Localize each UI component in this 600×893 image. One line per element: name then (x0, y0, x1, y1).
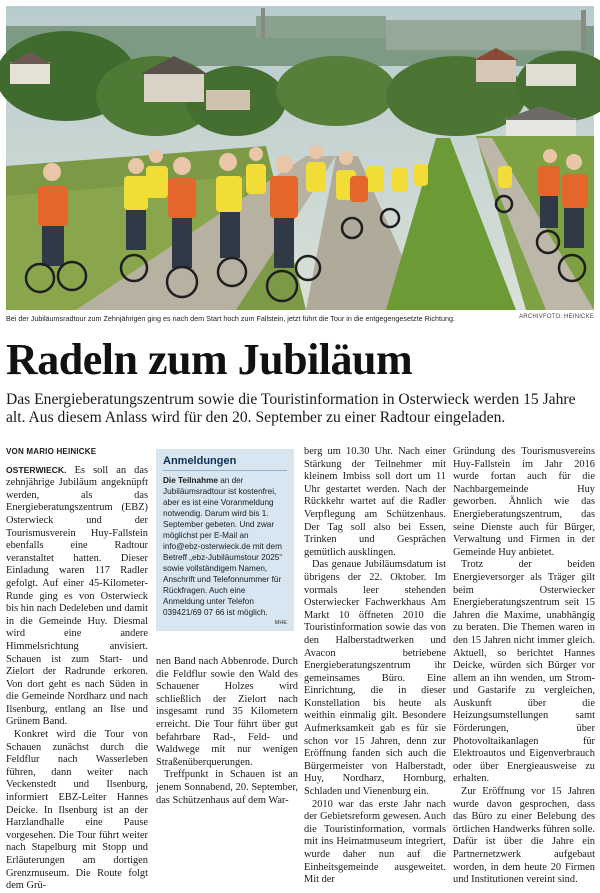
paragraph: Treffpunkt in Schauen ist an jenem Sonnabend, 20. September, das Schützenhaus auf dem War- (156, 769, 298, 806)
caption-text: Bei der Jubiläumsradtour zum Zehnjährigen ging es nach dem Start hoch zum Fallstein, jetzt führt die Tour in die entgegengesetzte Richtung. (6, 314, 455, 323)
info-box-lead: Die Teilnahme (163, 476, 218, 485)
paragraph: 2010 war das erste Jahr nach der Gebietsreform gewesen. Auch die Touristinformation, vormals mit ins Heimatmuseum integriert, wurde daher nun auf die Einheitsgemeinde ausgeweitet. Mit der (304, 798, 446, 886)
byline: VON MARIO HEINICKE (6, 447, 97, 456)
paragraph (6, 464, 148, 729)
paragraph: Das genaue Jubiläumsdatum ist übrigens der 22. Oktober. Im vormals leer stehenden Osterwiecker Fachwerkhaus Am Markt 10 öffneten 2010 die Touristinformation sowie das von den Halberstadtwerken und Avacon betriebene Energieberatungszentrum ihr gemeinsames Büro. Eine Einrichtung, die in dieser Konstellation bis heute als weithin einmalig gilt. Besondere Aufmerksamkeit gab es für sie schon vor 15 Jahren, denn zur Eröffnung fanden sich auch die Bürgermeister von Halberstadt, Huy, Nordharz, Hornburg, Schladen und Vienenburg ein. (304, 559, 446, 798)
deck: Das Energieberatungszentrum sowie die Touristinformation in Osterwieck werden 15 Jahre alt. Aus diesem Anlass wird für den 20. September zu einer Radtour eingeladen. (6, 391, 576, 426)
paragraph-text: Es soll an das zehnjährige Jubiläum angeknüpft werden, als das Energieberatungszentrum (EBZ) Osterwieck und der Tourismusverein Huy-Fallstein ebenfalls eine Radtour veranstaltet hatten. Dieser Einladung waren 117 Radler gefolgt. Auf einer 45-Kilometer-Runde ging es von Osterwieck bis hin nach Dedeleben und damit in die Gemeinde Huy. Diesmal wird eine andere Himmelsrichtung anvisiert. Schauen ist zum Start- und Zielort der Radrunde erkoren. Von dort geht es nach Süden in die Gemeinde Nordharz und nach Ilsenburg, entlang an Ilse und Grünem Band. (6, 464, 148, 728)
column-4 (453, 446, 595, 886)
paragraph: Gründung des Tourismusvereins Huy-Fallstein im Jahr 2016 wurde fortan auch für die Nachbargemeinde Huy geworben. Ähnlich wie das Energieberatungszentrum, das seine Dienste auch für Bürger, Verwaltung und Firmen in der Gemeinde Huy anbietet. (453, 446, 595, 558)
photo-credit: ARCHIVFOTO: HEINICKE (519, 314, 594, 320)
paragraph: nen Band nach Abbenrode. Durch die Feldflur sowie den Wald des Schauener Holzes wird schließlich der Zielort nach insgesamt rund 35 Kilometern erreicht. Die Tour führt über gut befahrbare Rad-, Feld- und Waldwege mit nur wenigen Straßenüberquerungen. (156, 656, 298, 768)
dateline: OSTERWIECK. (6, 464, 67, 475)
paragraph: Zur Eröffnung vor 15 Jahren wurde davon gesprochen, dass das Büro zu einer Belebung des örtlichen Handwerks führen solle. Dafür ist über die Jahre ein Partnernetzwerk aufgebaut worden, in dem heute 20 Firmen und Institutionen vereint sind. (453, 786, 595, 886)
article-photo (6, 6, 594, 310)
column-1 (6, 446, 148, 892)
info-box-signature: MHE (274, 620, 287, 626)
info-box (156, 449, 294, 631)
column-2 (156, 656, 298, 806)
column-3 (304, 446, 446, 886)
paragraph: Konkret wird die Tour von Schauen zunächst durch die Feldflur nach Wasserleben führen, dann weiter nach Veckenstedt und Ilsenburg, informiert EBZ-Leiter Hannes Deicke. In Ilsenburg ist an der Harzlandhalle eine Pause vorgesehen. Die Tour führt weiter nach Stapelburg mit Stopp und Erläuterungen am dortigen Grenzmuseum. Die Route folgt dem Grü- (6, 729, 148, 892)
photo-caption (6, 314, 594, 326)
info-box-divider (163, 470, 287, 471)
cyclists-photo (6, 6, 594, 310)
paragraph: Trotz der beiden Energieversorger als Träger gilt beim Osterwiecker Energieberatungszentrum seit 15 Jahren die Maxime, unabhängig zu beraten. Die Themen waren in den 15 Jahren nicht immer gleich. Aktuell, so berichtet Hannes Deicke, würden sich Bürger vor allem an ihn wenden, um Strom- und Gastarife zu vergleichen, Auskunft über die Heizungsumstellungen samt Förderungen, über Photovoltaikanlagen für Elektroautos und Eigenverbrauch oder über Energieausweise zu erhalten. (453, 559, 595, 785)
info-box-text (163, 475, 287, 618)
info-box-title: Anmeldungen (163, 455, 237, 467)
headline: Radeln zum Jubiläum (6, 335, 413, 384)
paragraph: berg um 10.30 Uhr. Nach einer Stärkung der Teilnehmer mit kleinem Imbiss soll dort um 11 Uhr gestartet werden. Nach der Rückkehr wartet auf die Radler Verpflegung am Schützenhaus. Der Tag soll also bei Essen, Trinken und Gesprächen gemütlich ausklingen. (304, 446, 446, 558)
info-box-body: an der Jubiläumsradtour ist kostenfrei, aber es ist eine Voranmeldung notwendig. Darum wird bis 1. September gebeten. Und zwar möglichst per E-Mail an info@ebz-osterwieck.de mit dem Betreff „ebz-Jubiläumstour 2025“ sowie vollständigem Namen, Anschrift und Telefonnummer für Rückfragen. Auch eine Anmeldung unter Telefon 039421/69 07 66 ist möglich. (163, 476, 283, 617)
